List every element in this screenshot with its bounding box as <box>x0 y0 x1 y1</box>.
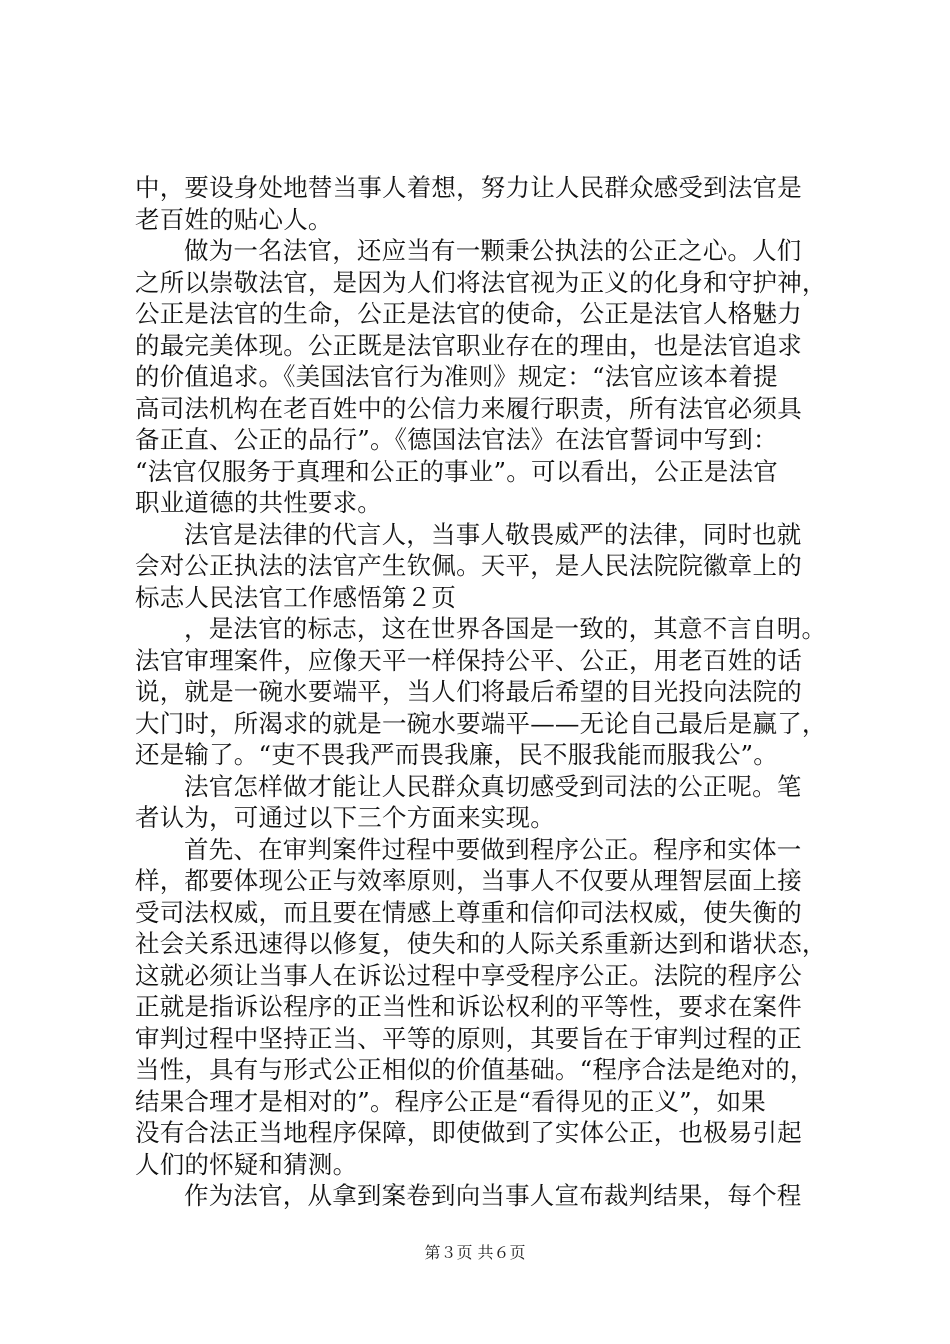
text-line: 大门时，所渴求的就是一碗水要端平——无论自己最后是赢了， <box>135 708 827 738</box>
text-line: 说，就是一碗水要端平，当人们将最后希望的目光投向法院的 <box>135 677 802 706</box>
paragraph-start-line: 做为一名法官，还应当有一颗秉公执法的公正之心。人们 <box>184 236 802 265</box>
text-line: 高司法机构在老百姓中的公信力来履行职责，所有法官必须具 <box>135 393 802 423</box>
text-line: 样，都要体现公正与效率原则，当事人不仅要从理智层面上接 <box>135 866 802 895</box>
text-line: 公正是法官的生命，公正是法官的使命，公正是法官人格魅力 <box>135 299 802 328</box>
text-line: 受司法权威，而且要在情感上尊重和信仰司法权威，使失衡的 <box>135 897 802 927</box>
text-line: 职业道德的共性要求。 <box>135 488 382 517</box>
text-line: 备正直、公正的品行”。《德国法官法》在法官誓词中写到： <box>135 425 778 454</box>
text-line: 结果合理才是相对的”。程序公正是“看得见的正义”，如果 <box>135 1086 766 1116</box>
text-line: 之所以崇敬法官，是因为人们将法官视为正义的化身和守护神， <box>135 267 827 297</box>
text-line: “法官仅服务于真理和公正的事业”。可以看出，公正是法官 <box>135 456 778 486</box>
text-line: 标志人民法官工作感悟第２页 <box>135 582 457 612</box>
text-line: 者认为，可通过以下三个方面来实现。 <box>135 803 555 832</box>
paragraph-start-line: 首先、在审判案件过程中要做到程序公正。程序和实体一 <box>184 834 802 864</box>
text-line: 当性，具有与形式公正相似的价值基础。“程序合法是绝对的， <box>135 1055 815 1084</box>
text-line: 中，要设身处地替当事人着想，努力让人民群众感受到法官是 <box>135 173 802 202</box>
paragraph-start-line: 法官怎样做才能让人民群众真切感受到司法的公正呢。笔 <box>184 771 802 801</box>
paragraph-start-line: 作为法官，从拿到案卷到向当事人宣布裁判结果，每个程 <box>184 1181 802 1210</box>
text-line: 的价值追求。《美国法官行为准则》规定：“法官应该本着提 <box>135 362 778 391</box>
text-line: 的最完美体现。公正既是法官职业存在的理由，也是法官追求 <box>135 330 802 360</box>
text-line: 法官审理案件，应像天平一样保持公平、公正，用老百姓的话 <box>135 645 802 675</box>
paragraph-start-line: 法官是法律的代言人，当事人敬畏威严的法律，同时也就 <box>184 519 802 549</box>
text-line: 这就必须让当事人在诉讼过程中享受程序公正。法院的程序公 <box>135 960 802 990</box>
text-line: 会对公正执法的法官产生钦佩。天平，是人民法院院徽章上的 <box>135 551 802 580</box>
text-line: 老百姓的贴心人。 <box>135 204 333 234</box>
text-line: 审判过程中坚持正当、平等的原则，其要旨在于审判过程的正 <box>135 1023 802 1053</box>
paragraph-start-line: ，是法官的标志，这在世界各国是一致的，其意不言自明。 <box>184 614 827 643</box>
page-footer: 第３页 共６页 <box>424 1243 526 1262</box>
text-line: 没有合法正当地程序保障，即使做到了实体公正，也极易引起 <box>135 1118 802 1147</box>
text-line: 正就是指诉讼程序的正当性和诉讼权利的平等性，要求在案件 <box>135 992 802 1021</box>
text-line: 还是输了。“吏不畏我严而畏我廉，民不服我能而服我公”。 <box>135 740 778 769</box>
text-line: 社会关系迅速得以修复，使失和的人际关系重新达到和谐状态， <box>135 929 827 958</box>
text-line: 人们的怀疑和猜测。 <box>135 1149 358 1179</box>
document-body <box>135 172 835 1212</box>
